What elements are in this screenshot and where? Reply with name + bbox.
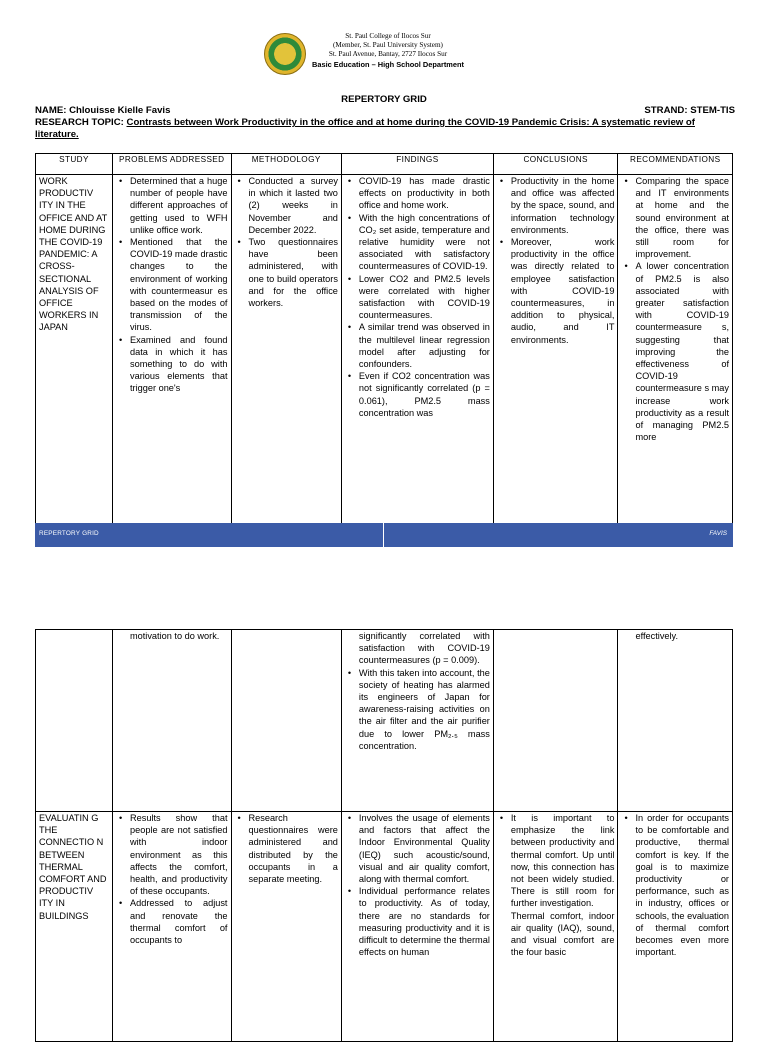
findings-cell bbox=[341, 630, 493, 812]
document-title: REPERTORY GRID bbox=[341, 94, 427, 105]
topic-text: Contrasts between Work Productivity in the office and at home during the COVID-19 Pandemic Crisis: A systematic review of literature. bbox=[35, 117, 695, 140]
topic-prefix: RESEARCH TOPIC: bbox=[35, 117, 127, 128]
problems-cell bbox=[112, 812, 231, 1042]
list-item: • Addressed to adjust and renovate the thermal comfort of occupants to bbox=[130, 897, 228, 946]
col-findings: FINDINGS bbox=[341, 154, 493, 175]
list-item: • Mentioned that the COVID-19 made drastic changes to the environment of working with countermeasur es based on the modes of transmission of the virus. bbox=[130, 236, 228, 334]
list-item: • Productivity in the home and office was affected by the space, sound, and information technology environments. bbox=[511, 175, 615, 236]
list-item: • Comparing the space and IT environments at home and the sound environment at the office, there was still room for improvement. bbox=[635, 175, 729, 260]
page-two bbox=[0, 625, 768, 1024]
repertory-grid-table-continued bbox=[35, 629, 733, 1042]
research-topic bbox=[35, 117, 735, 140]
list-item: • Two questionnaires have been administered, with one to build operators and for the office workers. bbox=[249, 236, 338, 309]
list-item: • Determined that a huge number of people have different approaches of getting used to WFH unlike office work. bbox=[130, 175, 228, 236]
continued-text: Thermal comfort, indoor air quality (IAQ), sound, and visual comfort are the four basic bbox=[510, 910, 615, 958]
list-item: • COVID-19 has made drastic effects on productivity in both office and home work. bbox=[359, 175, 490, 212]
page-footer bbox=[35, 523, 733, 547]
list-item: • Results show that people are not satisfied with indoor environment as this affects the comfort, health, and productivity of these occupants. bbox=[130, 812, 228, 897]
department-name: Basic Education – High School Department bbox=[312, 59, 464, 69]
list-item: • Research questionnaires were administered and distributed by the occupants in a separate meeting. bbox=[249, 812, 338, 885]
list-item: • Moreover, work productivity in the office was directly related to employee satisfaction with COVID-19 countermeasures, in addition to physical, audio, and IT environments. bbox=[511, 236, 615, 346]
list-item: • Conducted a survey in which it lasted two (2) weeks in November and December 2022. bbox=[249, 175, 338, 236]
methodology-cell bbox=[231, 630, 341, 812]
college-seal-logo bbox=[264, 33, 306, 75]
recommendations-cell bbox=[618, 175, 733, 524]
table-row bbox=[36, 630, 733, 812]
list-item: • A lower concentration of PM2.5 is also associated with greater satisfaction with COVID-19 countermeasure s, suggesting that improving the effectiveness of COVID-19 countermeasure s may increase work productivity as a result of managing PM2.5 more bbox=[635, 260, 729, 443]
list-item: • Lower CO2 and PM2.5 levels were correlated with higher satisfaction with COVID-19 countermeasures. bbox=[359, 273, 490, 322]
list-item: • Individual performance relates to productivity. As of today, there are no standards for measuring productivity and it is difficult to determine the thermal effects on human bbox=[359, 885, 490, 958]
list-item: • A similar trend was observed in the multilevel linear regression model after adjusting for confounders. bbox=[359, 321, 490, 370]
continued-text: significantly correlated with satisfaction with COVID-19 countermeasures (p = 0.009). bbox=[358, 631, 490, 666]
col-recommendations: RECOMMENDATIONS bbox=[618, 154, 733, 175]
col-study: STUDY bbox=[36, 154, 113, 175]
study-title: EVALUATIN G THE CONNECTIO N BETWEEN THERMAL COMFORT AND PRODUCTIV ITY IN BUILDINGS bbox=[36, 812, 113, 1042]
table-row bbox=[36, 812, 733, 1042]
problems-cell bbox=[112, 175, 231, 524]
list-item: • With the high concentrations of CO₂ set aside, temperature and relative humidity were not associated with satisfactory countermeasures of COVID-19. bbox=[359, 212, 490, 273]
student-name: NAME: Chlouisse Kielle Favis bbox=[35, 105, 171, 116]
problems-cell bbox=[112, 630, 231, 812]
conclusions-cell bbox=[493, 812, 618, 1042]
study-cell-empty bbox=[36, 630, 113, 812]
col-methodology: METHODOLOGY bbox=[231, 154, 341, 175]
footer-divider bbox=[383, 523, 384, 547]
findings-cell bbox=[341, 175, 493, 524]
table-header-row bbox=[36, 154, 733, 175]
recommendations-cell bbox=[618, 812, 733, 1042]
footer-right-label: FAVIS bbox=[709, 530, 727, 537]
methodology-cell bbox=[231, 812, 341, 1042]
name-line bbox=[35, 105, 735, 117]
list-item: • In order for occupants to be comfortable and productive, thermal comfort is key. If the goal is to maximize productivity or performance, such as in industry, offices or schools, the evaluation of thermal comfort becomes even more important. bbox=[635, 812, 729, 958]
list-item: • Involves the usage of elements and factors that affect the Indoor Environmental Quality (IEQ) such acoustic/sound, visual and air quality comfort, along with thermal comfort. bbox=[359, 812, 490, 885]
findings-cell bbox=[341, 812, 493, 1042]
study-title: WORK PRODUCTIV ITY IN THE OFFICE AND AT HOME DURING THE COVID-19 PANDEMIC: A CROSS-SECTIONAL ANALYSIS OF OFFICE WORKERS IN JAPAN bbox=[36, 175, 113, 524]
repertory-grid-table bbox=[35, 153, 733, 524]
col-problems: PROBLEMS ADDRESSED bbox=[112, 154, 231, 175]
footer-left-label: REPERTORY GRID bbox=[39, 530, 99, 537]
college-name: St. Paul College of Ilocos Sur bbox=[345, 32, 431, 40]
recommendations-cell bbox=[618, 630, 733, 812]
strand: STRAND: STEM-TIS bbox=[644, 105, 735, 116]
letterhead bbox=[308, 32, 468, 69]
page-gap bbox=[0, 555, 768, 625]
methodology-cell bbox=[231, 175, 341, 524]
table-row bbox=[36, 175, 733, 524]
col-conclusions: CONCLUSIONS bbox=[493, 154, 618, 175]
list-item: • It is important to emphasize the link between productivity and thermal comfort. Up until now, this connection has not been widely studied. There is still room for further investigation. bbox=[511, 812, 615, 910]
conclusions-cell bbox=[493, 175, 618, 524]
list-item: • Even if CO2 concentration was not significantly correlated (p = 0.061), PM2.5 mass concentration was bbox=[359, 370, 490, 419]
continued-text: motivation to do work. bbox=[129, 631, 220, 641]
continued-text: effectively. bbox=[635, 631, 679, 641]
list-item: • Examined and found data in which it has something to do with various elements that trigger one's bbox=[130, 334, 228, 395]
conclusions-cell bbox=[493, 630, 618, 812]
college-address: St. Paul Avenue, Bantay, 2727 Ilocos Sur bbox=[328, 50, 448, 59]
list-item: • With this taken into account, the society of heating has alarmed its engineers of Japan for awareness-raising activities on the air filter and the air purifier due to lower PM₂.₅ mass concentration. bbox=[359, 667, 490, 752]
college-member: (Member, St. Paul University System) bbox=[333, 41, 443, 50]
